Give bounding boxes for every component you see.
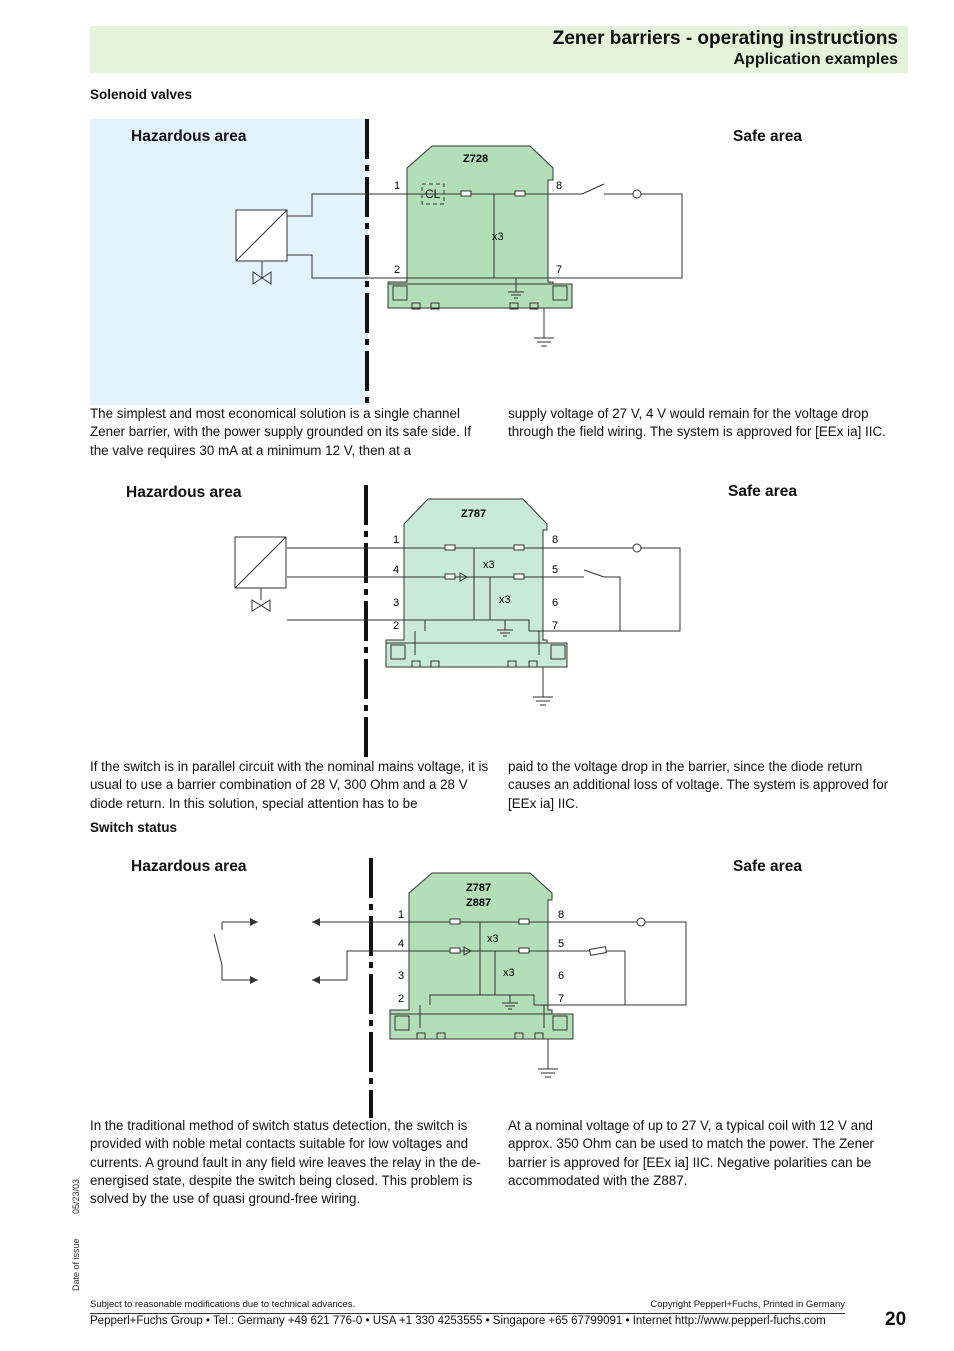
svg-text:3: 3	[393, 597, 400, 609]
paragraph-2-right: paid to the voltage drop in the barrier, since the diode return causes an additional loss of voltage. The system is approved for [EEx ia] IIC.	[508, 759, 889, 811]
svg-text:Z887: Z887	[466, 897, 492, 909]
safe-area-label: Safe area	[733, 858, 802, 875]
svg-text:5: 5	[558, 938, 565, 950]
svg-text:3: 3	[398, 970, 405, 982]
paragraph-1-right: supply voltage of 27 V, 4 V would remain for the voltage drop through the field wiring. The system is approved for [EEx ia] IIC.	[508, 406, 886, 440]
svg-text:2: 2	[394, 264, 401, 276]
svg-text:7: 7	[558, 993, 565, 1005]
svg-text:8: 8	[556, 180, 563, 192]
barrier-model: Z728	[463, 153, 489, 165]
page-title: Zener barriers - operating instructions	[552, 28, 898, 49]
issue-date-label: Date of issue	[71, 1238, 81, 1291]
paragraph-3-right: At a nominal voltage of up to 27 V, a typical coil with 12 V and approx. 350 Ohm can be used to match the power. The Zener barrier is approved for [EEx ia] IIC. Negative polarities can be accommodated with the Z887.	[508, 1118, 874, 1188]
svg-text:2: 2	[398, 993, 405, 1005]
svg-text:CL: CL	[425, 187, 441, 201]
svg-text:x3: x3	[492, 231, 504, 243]
svg-text:8: 8	[552, 534, 559, 546]
svg-text:8: 8	[558, 909, 565, 921]
svg-text:1: 1	[398, 909, 405, 921]
paragraph-3-left: In the traditional method of switch status detection, the switch is provided with noble metal contacts suitable for low voltages and currents. A ground fault in any field wire leaves the relay in the de-energised state, despite the switch being closed. This problem is solved by the use of quasi ground-free wiring.	[90, 1118, 481, 1207]
paragraph-2-left: If the switch is in parallel circuit with the nominal mains voltage, it is usual to use a barrier combination of 28 V, 300 Ohm and a 28 V diode return. In this solution, special attention has to be	[90, 759, 489, 811]
svg-text:6: 6	[558, 970, 565, 982]
svg-text:4: 4	[398, 938, 405, 950]
hazardous-area-label: Hazardous area	[131, 128, 247, 145]
issue-date: 05/23/03	[71, 1178, 81, 1214]
safe-area-label: Safe area	[728, 483, 797, 500]
svg-text:x3: x3	[483, 559, 495, 571]
section-heading-switch-status: Switch status	[90, 820, 178, 835]
footer-note: Subject to reasonable modifications due to technical advances.	[90, 1299, 356, 1310]
svg-text:x3: x3	[487, 933, 499, 945]
page-number: 20	[885, 1309, 907, 1330]
section-heading-solenoid: Solenoid valves	[90, 87, 193, 102]
svg-text:Z787: Z787	[466, 882, 492, 894]
safe-area-label: Safe area	[733, 128, 802, 145]
svg-text:Z787: Z787	[461, 508, 487, 520]
footer-divider	[90, 1313, 845, 1314]
svg-text:2: 2	[393, 620, 400, 632]
svg-text:1: 1	[393, 534, 400, 546]
page-subtitle: Application examples	[733, 51, 898, 68]
footer-contact: Pepperl+Fuchs Group • Tel.: Germany +49 621 776-0 • USA +1 330 4253555 • Singapore +65 67799091 • Internet http://www.pepperl-fuchs.com	[90, 1315, 826, 1327]
svg-text:7: 7	[552, 620, 559, 632]
paragraph-1-left: The simplest and most economical solution is a single channel Zener barrier, with the power supply grounded on its safe side. If the valve requires 30 mA at a minimum 12 V, then at a	[90, 406, 472, 458]
svg-text:1: 1	[394, 180, 401, 192]
svg-text:7: 7	[556, 264, 563, 276]
hazardous-area-label: Hazardous area	[131, 858, 247, 875]
hazardous-area-label: Hazardous area	[126, 484, 242, 501]
footer-copyright: Copyright Pepperl+Fuchs, Printed in Germany	[650, 1299, 845, 1310]
svg-text:5: 5	[552, 564, 559, 576]
svg-text:x3: x3	[503, 967, 515, 979]
svg-text:4: 4	[393, 564, 400, 576]
svg-text:x3: x3	[499, 594, 511, 606]
svg-text:6: 6	[552, 597, 559, 609]
